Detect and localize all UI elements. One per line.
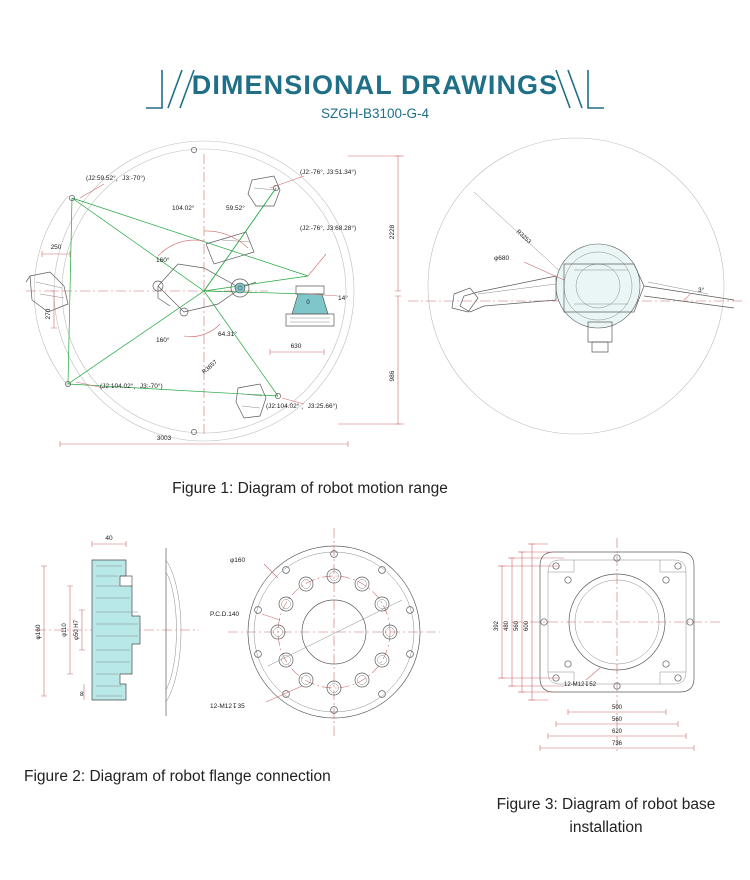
fig1-label-r3857: R3857: [201, 359, 219, 376]
figure-3-caption: Figure 3: Diagram of robot base installation: [496, 796, 716, 837]
fig3-dim-392: 392: [494, 620, 500, 632]
fig2-dim-40: 40: [105, 535, 113, 542]
fig1-label-14: 14°: [338, 295, 348, 302]
fig1-label-pose-top-left: (J2:59.52°，J3:-70°): [86, 175, 146, 182]
page-header: [0, 48, 750, 132]
fig2-dia110: φ110: [62, 623, 68, 637]
fig1-label-pose-tr1: (J2:-76°, J3:51.34°): [300, 169, 357, 176]
fig3-dim-620: 620: [611, 729, 623, 735]
fig3-dim-560: 560: [514, 620, 520, 632]
fig1-label-pose-br: (J2:104.02° ，J3:25.66°): [266, 403, 338, 410]
fig1-label-pose-bl: (J2:104.02°，J3:-70°): [100, 383, 163, 390]
fig1-label-59-52: 59.52°: [226, 205, 245, 212]
fig3-dim-480: 480: [504, 620, 510, 632]
fig1-dim-250: 250: [50, 244, 62, 251]
fig2-dia50-h7: φ50 H7: [74, 620, 80, 640]
fig1-label-dia680: φ680: [494, 255, 510, 262]
fig2-dia160-left: φ160: [35, 624, 42, 640]
fig3-dim-500: 500: [611, 705, 623, 711]
figure-2-caption: Figure 2: Diagram of robot flange connection: [24, 768, 331, 785]
fig3-dim-560b: 560: [611, 717, 623, 723]
fig1-label-3deg: 3°: [698, 287, 705, 294]
fig3-holes: 12-M12↧52: [564, 682, 597, 688]
fig1-dim-2228: 2228: [389, 224, 396, 240]
fig2-holes: 12-M12↧35: [210, 703, 245, 710]
fig1-dim-3003: 3003: [156, 435, 172, 442]
fig1-dim-986: 986: [389, 370, 396, 382]
fig1-label-64-31: 64.31°: [218, 331, 237, 338]
fig1-label-104-02: 104.02°: [172, 205, 195, 212]
fig3-dim-600: 600: [524, 620, 530, 632]
svg-text:0: 0: [306, 300, 310, 306]
fig3-dim-736: 736: [611, 741, 623, 747]
figure-1-drawing: [8, 136, 742, 466]
fig1-label-r3253: R3253: [514, 229, 532, 246]
figure-2-drawing: [14, 520, 454, 750]
fig1-label-r-upper: 160°: [156, 257, 170, 264]
fig2-dia160-right: φ160: [230, 557, 246, 564]
figure-1-caption: Figure 1: Diagram of robot motion range: [172, 480, 448, 497]
page-title: DIMENSIONAL DRAWINGS: [191, 70, 559, 100]
fig2-pcd140: P.C.D.140: [210, 611, 240, 618]
model-number: SZGH-B3100-G-4: [320, 106, 430, 121]
fig1-label-pose-tr2: (J2:-76°, J3:68.28°): [300, 225, 357, 232]
figure-3-drawing: [468, 528, 740, 778]
fig1-label-r-lower: 160°: [156, 337, 170, 344]
fig1-dim-270: 270: [45, 308, 52, 320]
fig2-dim-8: 8: [80, 691, 84, 698]
fig1-dim-630: 630: [290, 343, 302, 350]
